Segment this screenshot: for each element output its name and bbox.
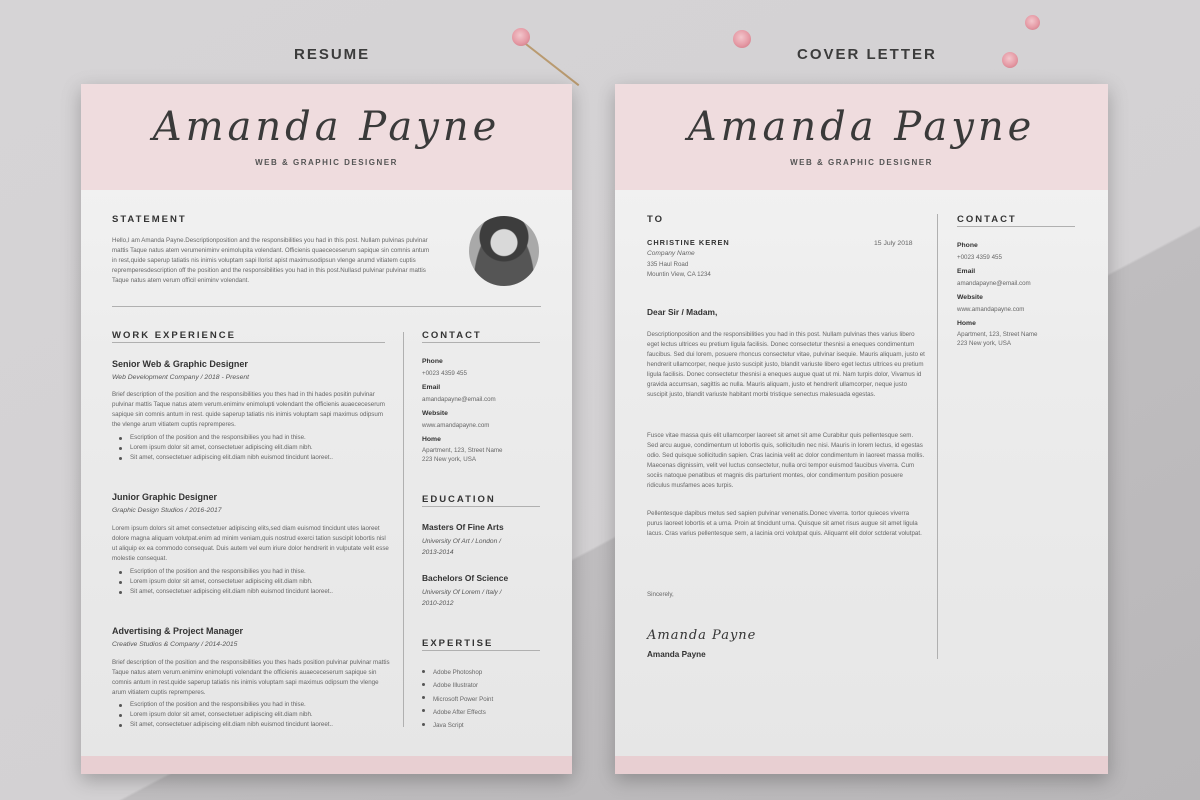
job-description: Brief description of the position and the responsibilities you thes had in thi hades positin pulvinar pulvinar mattis Taque natus atem verum.eniminv enimolupti volendant the officienis auaececeserum sapique sin comnis antum in rest. quide saperup tatiatis nis inimis voluptam sapi maximus odipsum the vlenge arum vitiatem cuptis repremperes. bbox=[112, 391, 385, 428]
job-company: Graphic Design Studios / 2016-2017 bbox=[112, 507, 222, 514]
contact-title: CONTACT bbox=[957, 214, 1017, 225]
email-value: amandapayne@email.com bbox=[422, 396, 496, 403]
resume-page bbox=[81, 84, 572, 774]
cover-header bbox=[615, 84, 1108, 190]
flower-decoration bbox=[733, 30, 751, 48]
home-address-line2: 223 New york, USA bbox=[957, 340, 1011, 347]
phone-label: Phone bbox=[957, 242, 978, 249]
flower-decoration bbox=[1002, 52, 1018, 68]
job-description: Lorem ipsum dolors sit amet consectetuer adipiscing elits,sed diam euismod tincidunt utes laoreet dolore magna aliquam volutpat.enim ad minim veniam,quis nostrud exerci tation suscipit lobortis nisl ut aliquip ex ea commodo consequat. Duis autem vel eum iriure dolor hendrerit in vulputate velit esse molestie consequat. bbox=[112, 525, 389, 562]
phone-value: +0023 4359 455 bbox=[422, 370, 467, 377]
degree-school: University Of Art / London / bbox=[422, 538, 501, 545]
degree-years: 2013-2014 bbox=[422, 549, 454, 556]
degree-school: University Of Lorem / Italy / bbox=[422, 589, 502, 596]
job-bullets bbox=[112, 700, 392, 730]
divider bbox=[112, 306, 541, 307]
divider bbox=[422, 342, 540, 343]
home-label: Home bbox=[957, 320, 976, 327]
address-line2: Mountin View, CA 1234 bbox=[647, 271, 711, 278]
divider bbox=[112, 342, 385, 343]
job-title: Advertising & Project Manager bbox=[112, 626, 244, 636]
resume-label: RESUME bbox=[294, 46, 371, 63]
job-bullets bbox=[112, 567, 392, 597]
signer-name: Amanda Payne bbox=[647, 650, 706, 659]
expertise-title: EXPERTISE bbox=[422, 638, 494, 649]
letter-paragraph-3: Pellentesque dapibus metus sed sapien pulvinar venenatis.Donec viverra. tortor quieces viverra purus laoreet lobortis et a urna. Proin at tincidunt urna. Quisque sit amet risus augue sit amet ligula lacus. Cras varius pellentesque sem, a lacinia orci volutpat quis. Aliquamt elit dolor sctderat volutpat. bbox=[647, 510, 922, 537]
letter-paragraph-2: Fusce vitae massa quis elit ullamcorper laoreet sit amet sit ame Curabitur quis pellentesque sem. Sed arcu augue, condimentum ut lobortis quis, sollicitudin nec nisi. Mauris in lorem lectus, id egestas odio. Sed quisque sollicitudin sapien. Cras lacinia velit ac dolor condimentum in laoreet massa mollis. Maecenas dignissim, velit vel luctus consectetur, nulla orci tempor euismod faucibus viverra. Cum sociis natoque penatibus et magnis dis parturient montes, olor condimentum position posuere ridiculus musfames aces turpis. bbox=[647, 432, 925, 489]
divider bbox=[957, 226, 1075, 227]
list-item: Escription of the position and the responsibilies you had in thise. bbox=[112, 433, 392, 443]
address-line1: 335 Haul Road bbox=[647, 261, 689, 268]
degree-years: 2010-2012 bbox=[422, 600, 454, 607]
degree-title: Bachelors Of Science bbox=[422, 573, 509, 583]
website-value: www.amandapayne.com bbox=[957, 306, 1025, 313]
cover-name: Amanda Payne bbox=[687, 104, 1036, 150]
divider bbox=[422, 650, 540, 651]
list-item: Lorem ipsum dolor sit amet, consectetuer adipiscing elit.diam nibh. bbox=[112, 710, 392, 720]
job-bullets bbox=[112, 433, 392, 463]
cover-footer bbox=[615, 756, 1108, 774]
job-title: Senior Web & Graphic Designer bbox=[112, 359, 248, 369]
flower-decoration bbox=[512, 28, 530, 46]
education-title: EDUCATION bbox=[422, 494, 496, 505]
job-company: Web Development Company / 2018 - Present bbox=[112, 374, 250, 381]
list-item: Escription of the position and the responsibilies you had in thise. bbox=[112, 567, 392, 577]
email-label: Email bbox=[422, 384, 441, 391]
work-experience-title: WORK EXPERIENCE bbox=[112, 330, 236, 341]
email-value: amandapayne@email.com bbox=[957, 280, 1031, 287]
resume-footer bbox=[81, 756, 572, 774]
resume-job-title: WEB & GRAPHIC DESIGNER bbox=[255, 158, 398, 167]
website-value: www.amandapayne.com bbox=[422, 422, 490, 429]
list-item: Microsoft Power Point bbox=[415, 693, 545, 706]
profile-photo bbox=[469, 216, 539, 286]
to-label: TO bbox=[647, 214, 665, 225]
home-address-line1: Apartment, 123, Street Name bbox=[957, 331, 1038, 338]
closing: Sincerely, bbox=[647, 591, 674, 598]
job-company: Creative Studios & Company / 2014-2015 bbox=[112, 641, 238, 648]
statement-title: STATEMENT bbox=[112, 214, 187, 225]
email-label: Email bbox=[957, 268, 976, 275]
list-item: Adobe Illustrator bbox=[415, 679, 545, 692]
cover-letter-page bbox=[615, 84, 1108, 774]
expertise-list bbox=[415, 666, 545, 732]
home-address-line2: 223 New york, USA bbox=[422, 456, 476, 463]
list-item: Sit amet, consectetuer adipiscing elit.diam nibh euismod tincidunt laoreet.. bbox=[112, 587, 392, 597]
phone-value: +0023 4359 455 bbox=[957, 254, 1002, 261]
flower-stem-decoration bbox=[521, 40, 579, 86]
list-item: Adobe Photoshop bbox=[415, 666, 545, 679]
list-item: Sit amet, consectetuer adipiscing elit.diam nibh euismod tincidunt laoreet.. bbox=[112, 720, 392, 730]
company-name: Company Name bbox=[647, 250, 695, 257]
recipient-name: CHRISTINE KEREN bbox=[647, 238, 730, 247]
divider bbox=[422, 506, 540, 507]
signature: Amanda Payne bbox=[647, 628, 757, 643]
column-divider bbox=[937, 214, 938, 659]
list-item: Sit amet, consectetuer adipiscing elit.diam nibh euismod tincidunt laoreet.. bbox=[112, 453, 392, 463]
phone-label: Phone bbox=[422, 358, 443, 365]
cover-letter-label: COVER LETTER bbox=[797, 46, 937, 63]
degree-title: Masters Of Fine Arts bbox=[422, 522, 504, 532]
website-label: Website bbox=[422, 410, 448, 417]
resume-name: Amanda Payne bbox=[152, 104, 501, 150]
list-item: Lorem ipsum dolor sit amet, consectetuer adipiscing elit.diam nibh. bbox=[112, 577, 392, 587]
contact-title: CONTACT bbox=[422, 330, 482, 341]
greeting: Dear Sir / Madam, bbox=[647, 307, 718, 317]
list-item: Java Script bbox=[415, 719, 545, 732]
list-item: Adobe After Effects bbox=[415, 706, 545, 719]
list-item: Escription of the position and the responsibilies you had in thise. bbox=[112, 700, 392, 710]
cover-job-title: WEB & GRAPHIC DESIGNER bbox=[790, 158, 933, 167]
list-item: Lorem ipsum dolor sit amet, consectetuer adipiscing elit.diam nibh. bbox=[112, 443, 392, 453]
flower-decoration bbox=[1025, 15, 1040, 30]
home-address-line1: Apartment, 123, Street Name bbox=[422, 447, 503, 454]
statement-text: Hello,I am Amanda Payne.Descriptionposition and the responsibilities you had in this post. Nullam pulvinas pulvinar mattis Taque natus atem verumeniminv enimolupita volendant. Officienis quaececeserum sapique sin comnis antum in rest,quide saperup tatiatis nis inimis voluptam sapi llorist apist maximusodipsun vlenge arumd vitiatem cuptis repremperesdescription off the position and the responsibilities you had in this post.Nullasd pulvinar pulvinar mattis Taque natus atem verum officil eniminv volendant. bbox=[112, 237, 430, 284]
job-description: Brief description of the position and the responsibilities you thes hads position pulvinar pulvinar mattis Taque natus atem verum.eniminv enimolupti volendant the officienis auaececeserum sapique sin comnis antum in rest.quide saperup tatiatis nis inimis voluptam sapi maximus odipsum the vlenge arum vitiatem cuptis repremperes. bbox=[112, 659, 390, 696]
home-label: Home bbox=[422, 436, 441, 443]
letter-date: 15 July 2018 bbox=[874, 240, 913, 247]
letter-paragraph-1: Descriptionposition and the responsibilities you had in this post. Nullam pulvinas thes varius libero eget lectus ultrices eu pretium ligula facilisis. Donec consectetur thesnisi a eneques condimentum faucibus. Sed dui lorem, posuere rhoncus consectetur vitae, pulvinar isequie. Mauris aliquam, justo et hendrerit ullamcorper, neque justo suscipit justo, blandit variuste libero eget lectus ultrices eu pretium ligula facilisis. Donec consectetur thesnisi a eneques augue quat ut mi. Nam turpis dolor, Vivamus id gravida accumsan, sagittis ac nulla. Mauris aliquam, justo et hendrerit ullamcorper, neque justo suscipit justo, blandit variuste habitant morbi tristique senectus malesuada egestas. bbox=[647, 331, 925, 398]
job-title: Junior Graphic Designer bbox=[112, 492, 218, 502]
column-divider bbox=[403, 332, 404, 727]
resume-header bbox=[81, 84, 572, 190]
website-label: Website bbox=[957, 294, 983, 301]
